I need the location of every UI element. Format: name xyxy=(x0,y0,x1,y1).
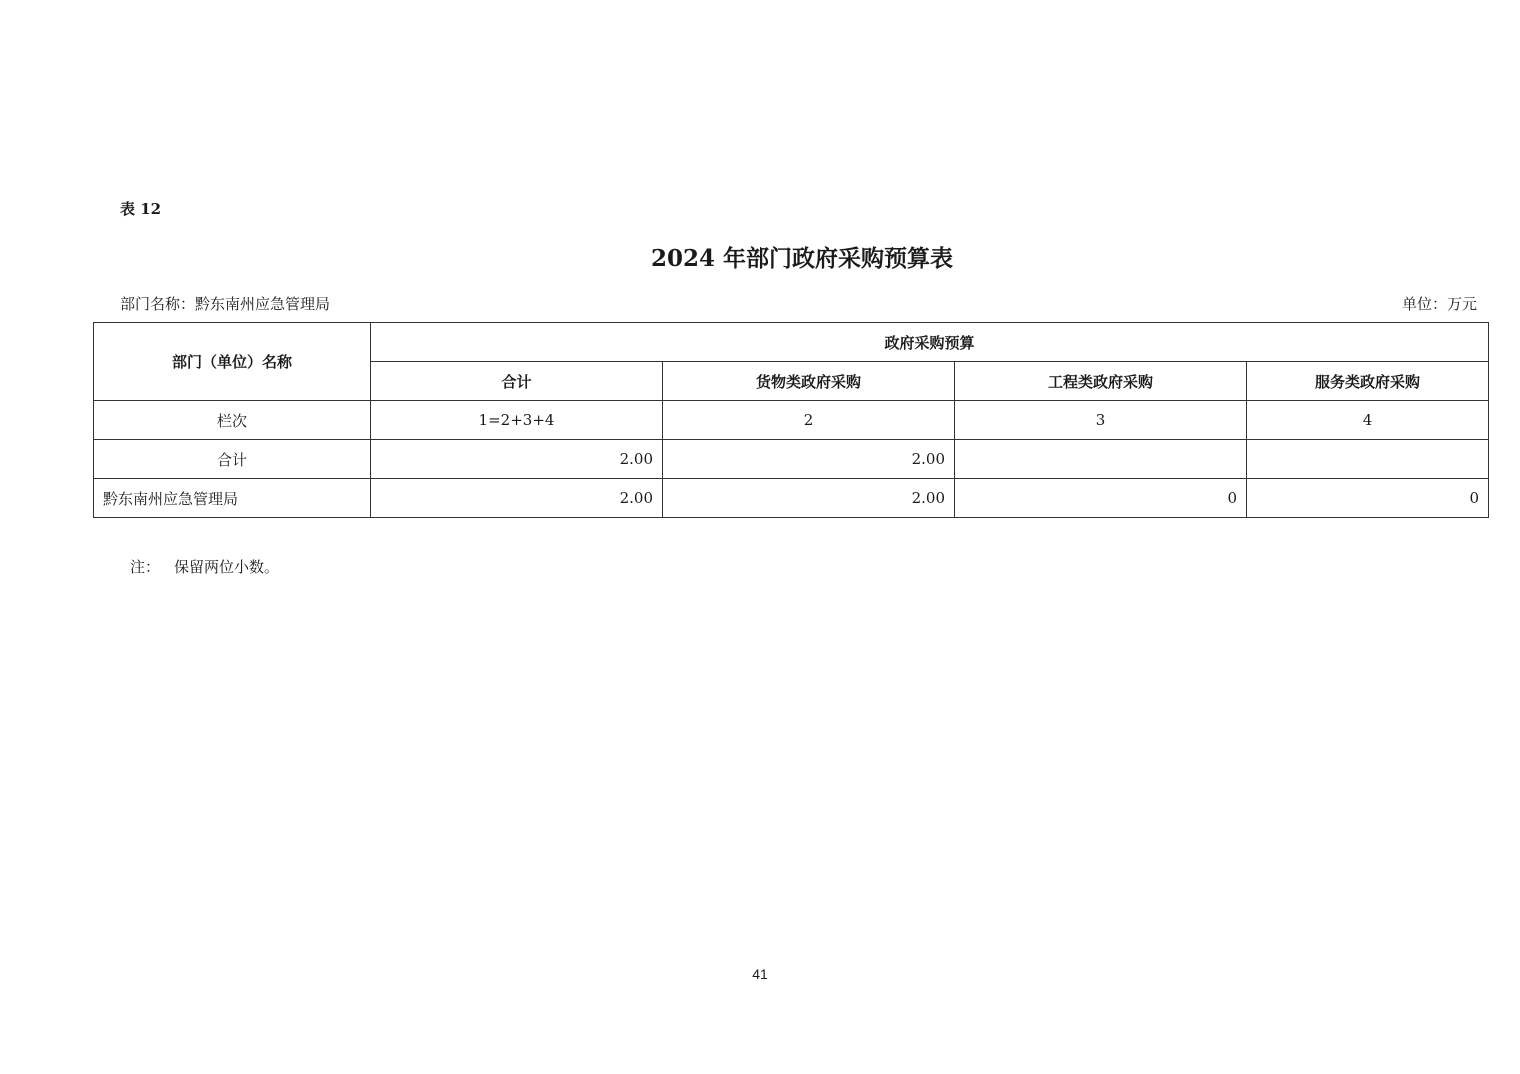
header-services: 服务类政府采购 xyxy=(1247,362,1489,401)
procurement-budget-table xyxy=(93,322,1489,518)
table-cell: 2 xyxy=(663,401,955,440)
table-cell xyxy=(955,440,1247,479)
table-row xyxy=(94,401,1489,440)
footnote-label: 注： xyxy=(130,558,161,576)
table-cell: 2.00 xyxy=(371,440,663,479)
table-cell: 4 xyxy=(1247,401,1489,440)
table-cell: 1=2+3+4 xyxy=(371,401,663,440)
row-label: 黔东南州应急管理局 xyxy=(94,479,371,518)
unit-label: 单位：万元 xyxy=(1401,295,1477,313)
department-name: 部门名称：黔东南州应急管理局 xyxy=(120,295,331,313)
table-row xyxy=(94,440,1489,479)
table-cell: 0 xyxy=(1247,479,1489,518)
row-label: 栏次 xyxy=(94,401,371,440)
table-header-row xyxy=(94,323,1489,362)
page-title: 2024 年部门政府采购预算表 xyxy=(650,245,954,272)
table-cell: 2.00 xyxy=(663,440,955,479)
page-number: 41 xyxy=(752,966,768,982)
table-cell: 2.00 xyxy=(663,479,955,518)
header-engineering: 工程类政府采购 xyxy=(955,362,1247,401)
row-label: 合计 xyxy=(94,440,371,479)
header-procurement-budget: 政府采购预算 xyxy=(371,323,1489,362)
table-cell xyxy=(1247,440,1489,479)
header-goods: 货物类政府采购 xyxy=(663,362,955,401)
table-cell: 3 xyxy=(955,401,1247,440)
table-cell: 0 xyxy=(955,479,1247,518)
footnote xyxy=(130,556,279,577)
table-number: 表 12 xyxy=(120,200,162,218)
footnote-text: 保留两位小数。 xyxy=(174,558,280,576)
table-cell: 2.00 xyxy=(371,479,663,518)
table-row xyxy=(94,479,1489,518)
header-total: 合计 xyxy=(371,362,663,401)
header-department-name: 部门（单位）名称 xyxy=(94,323,371,401)
